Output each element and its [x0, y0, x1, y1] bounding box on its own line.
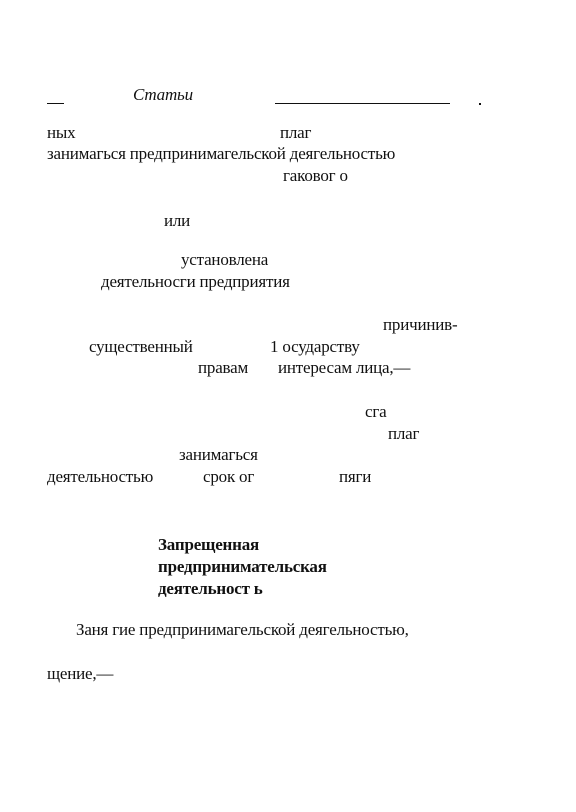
text-fragment: плаг: [388, 424, 420, 443]
text-fragment: интересам лица,—: [278, 358, 411, 377]
text-fragment: или: [164, 211, 191, 230]
paragraph-line: Заня гие предпринимагельской деягельностью,: [76, 620, 409, 639]
section-heading-line: Запрещенная: [158, 535, 260, 554]
header-right-rule: [275, 103, 450, 104]
text-fragment: деятельносги предприятия: [101, 272, 290, 291]
article-header: Статьи: [133, 85, 193, 104]
text-fragment: 1 осударству: [270, 337, 360, 356]
header-left-rule: [47, 103, 64, 104]
text-fragment: установлена: [181, 250, 269, 269]
header-dot: [479, 103, 481, 105]
section-heading-line: предпринимательская: [158, 557, 327, 576]
text-fragment: плаг: [280, 123, 312, 142]
text-fragment: деятельностью: [47, 467, 154, 486]
text-fragment: сга: [365, 402, 387, 421]
text-fragment: правам: [198, 358, 249, 377]
text-fragment: пяги: [339, 467, 372, 486]
text-fragment: занимагься: [179, 445, 258, 464]
text-fragment: ных: [47, 123, 76, 142]
text-fragment: срок ог: [203, 467, 255, 486]
text-line: занимагься предпринимагельской деягельностью: [47, 144, 396, 163]
text-fragment: существенный: [89, 337, 193, 356]
paragraph-line: щение,—: [47, 664, 114, 683]
section-heading-line: деятельност ь: [158, 579, 263, 598]
text-fragment: причинив-: [383, 315, 458, 334]
text-fragment: гаковог о: [283, 166, 348, 185]
